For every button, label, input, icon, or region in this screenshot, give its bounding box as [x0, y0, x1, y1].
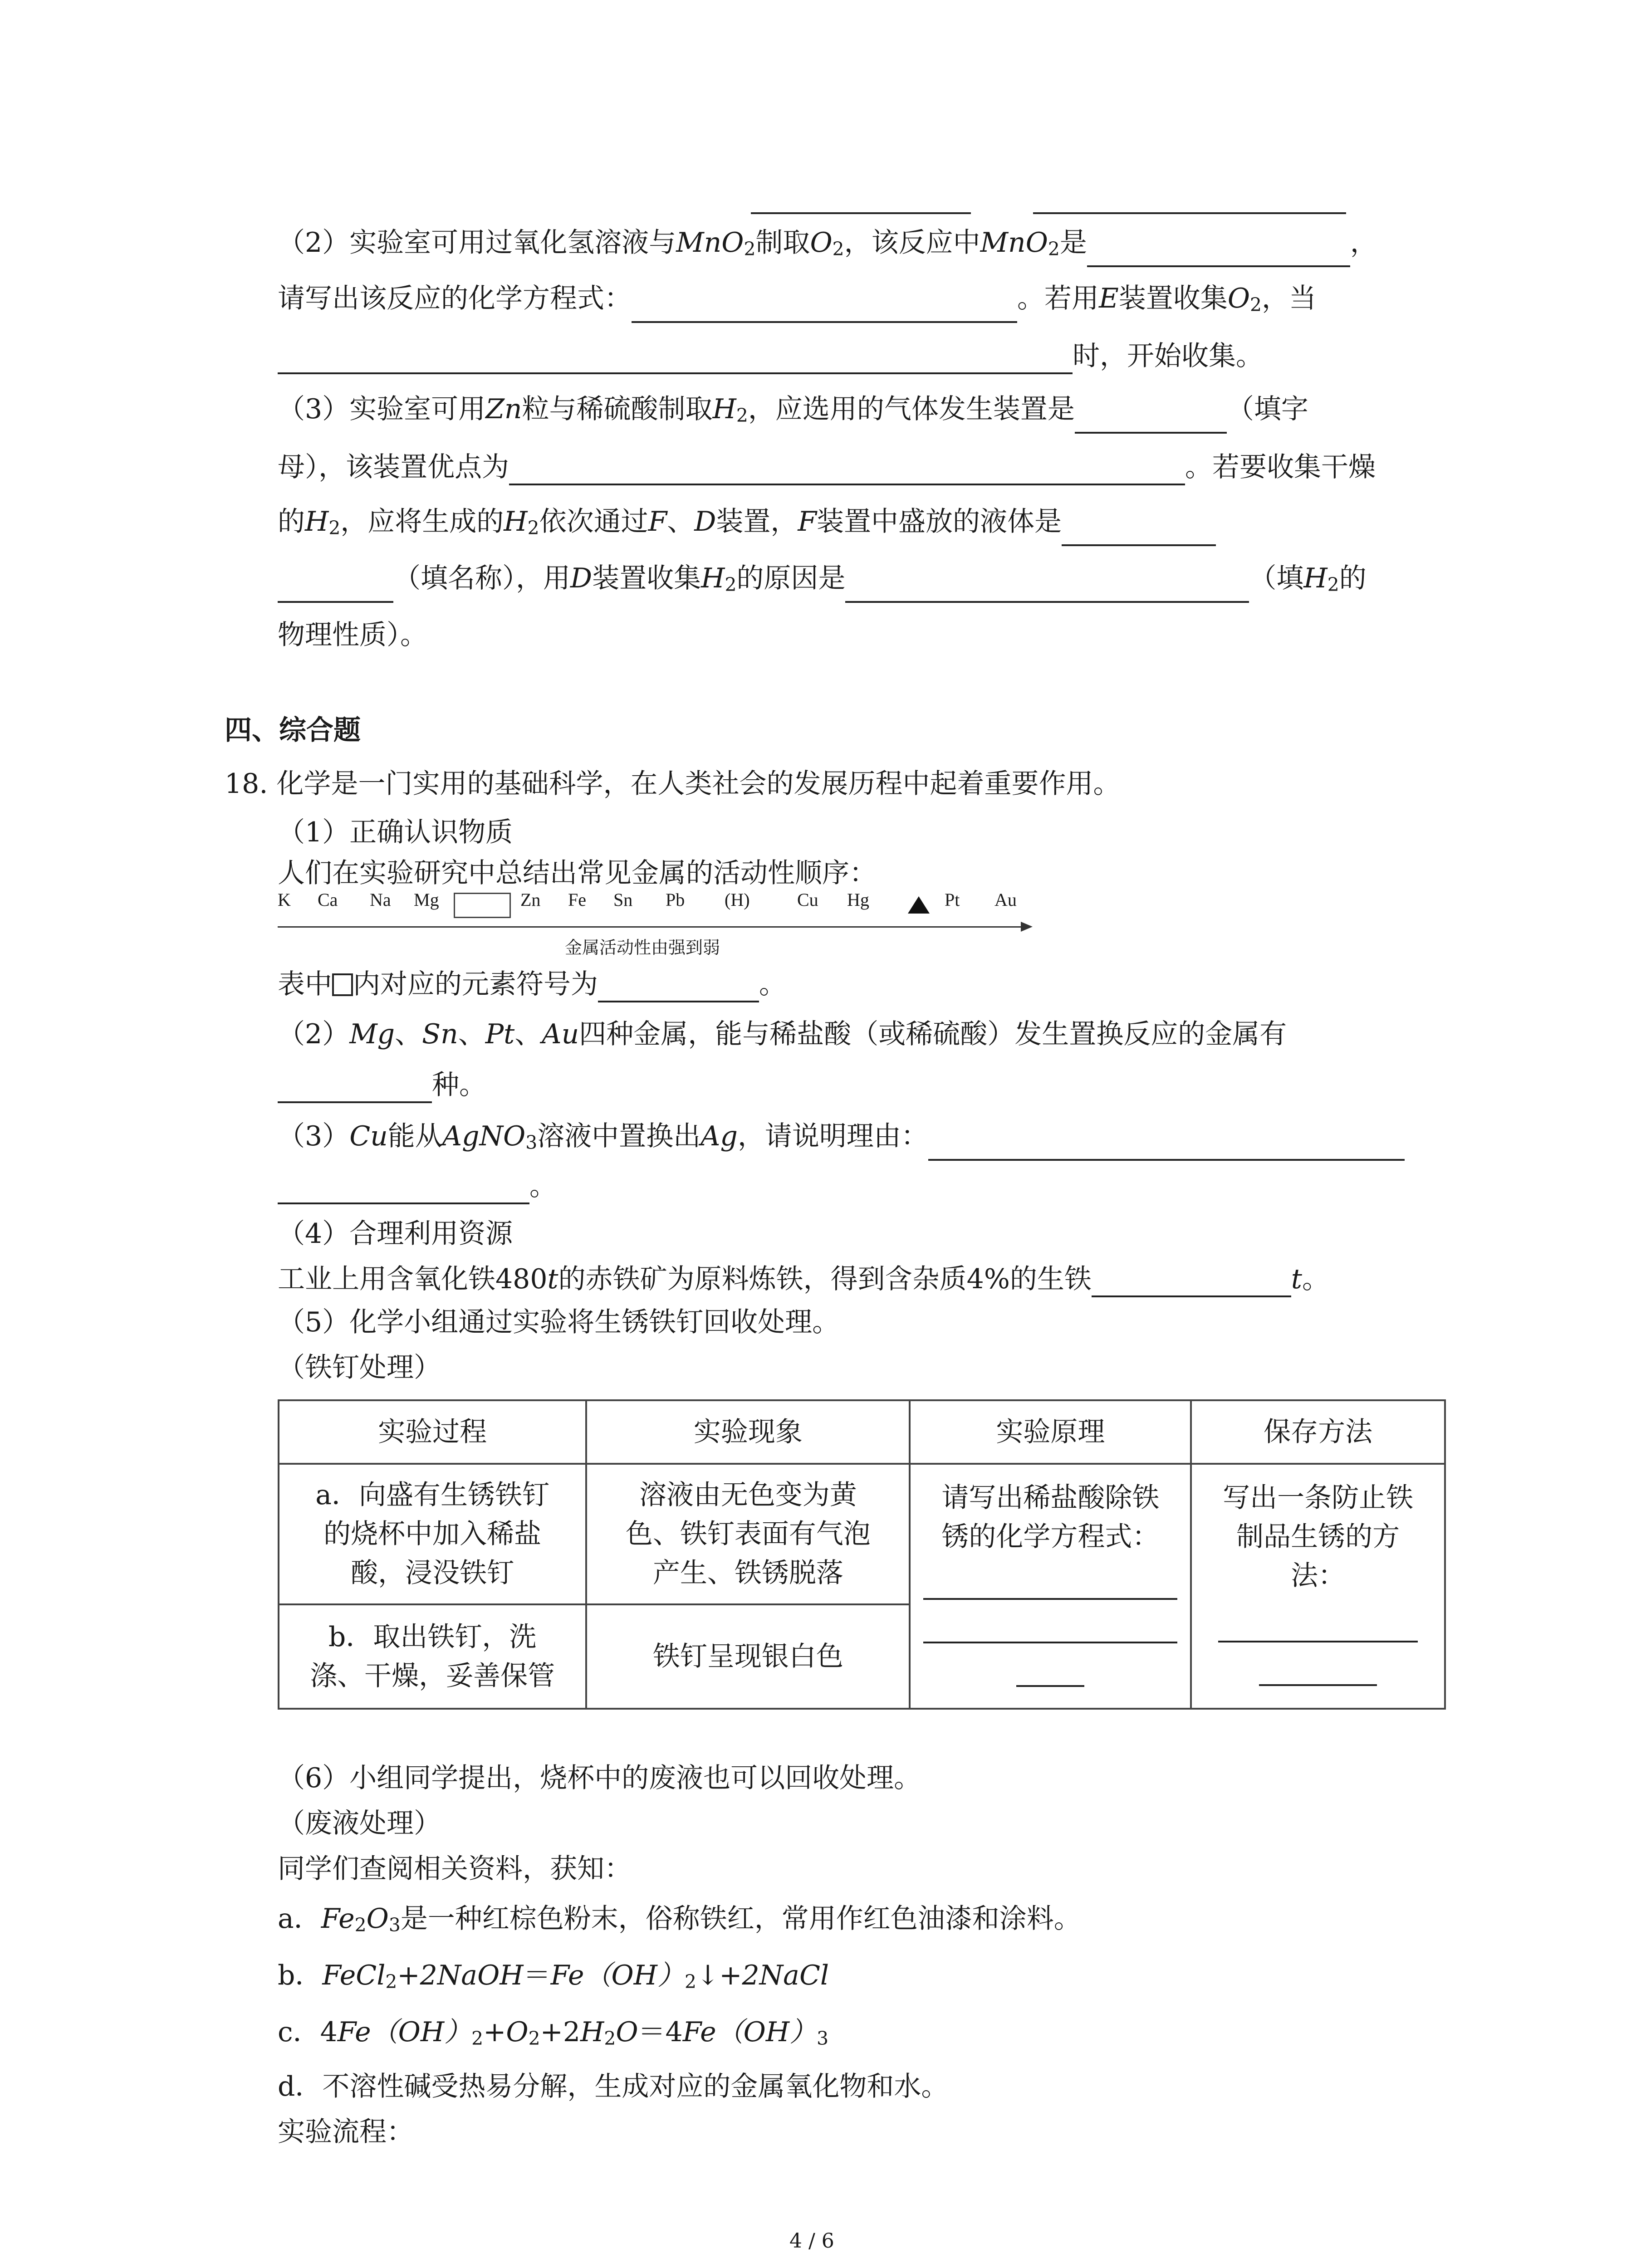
table-header-cell: 实验过程 — [279, 1400, 586, 1464]
series-item: Pb — [666, 890, 685, 910]
table-header-cell: 保存方法 — [1191, 1400, 1445, 1464]
info-a: a．$Fe_2O_3$是一种红棕色粉末，俗称铁红，常用作红色油漆和涂料。 — [278, 1903, 1081, 1936]
experiment-table — [278, 1399, 1446, 1710]
series-item: Na — [370, 890, 391, 910]
q17-part3-line5: 物理性质）。 — [278, 619, 427, 651]
series-caption: 金属活动性由强到弱 — [565, 938, 720, 958]
answer-blank[interactable] — [509, 454, 1185, 485]
answer-blank[interactable] — [1218, 1641, 1418, 1642]
series-item: Pt — [945, 890, 960, 910]
q17-part2-line3: 时，开始收集。 — [278, 338, 1263, 374]
q18-part2-line2: 种。 — [278, 1067, 486, 1103]
answer-blank[interactable] — [1259, 1684, 1377, 1686]
page-number: 4 / 6 — [789, 2229, 834, 2253]
q18-part3-line2: 。 — [278, 1168, 557, 1204]
answer-blank[interactable] — [923, 1642, 1177, 1643]
series-item: Cu — [797, 890, 818, 910]
table-cell: 溶液由无色变为黄 色、铁钉表面有气泡 产生、铁锈脱落 — [586, 1464, 910, 1604]
arrow-right-icon — [1021, 922, 1033, 932]
answer-blank[interactable] — [632, 291, 1017, 323]
table-cell: a．向盛有生锈铁钉 的烧杯中加入稀盐 酸，浸没铁钉 — [279, 1464, 586, 1604]
answer-blank[interactable] — [928, 1129, 1405, 1161]
series-item: Fe — [568, 890, 586, 910]
section-heading: 四、综合题 — [225, 714, 361, 746]
q18-part6-intro: 同学们查阅相关资料，获知： — [278, 1853, 632, 1885]
flow-label: 实验流程： — [278, 2116, 414, 2148]
q18-part3-line1: （3）Cu能从AgNO$_3$溶液中置换出Ag，请说明理由： — [278, 1118, 1405, 1161]
series-item: Sn — [613, 890, 633, 910]
q18-part6-title: （6）小组同学提出，烧杯中的废液也可以回收处理。 — [278, 1762, 921, 1794]
answer-blank[interactable] — [845, 571, 1249, 603]
answer-blank[interactable] — [598, 971, 759, 1002]
square-icon — [332, 973, 353, 996]
top-answer-line-2 — [1033, 212, 1346, 214]
answer-blank[interactable] — [1092, 1266, 1291, 1297]
series-arrow-line — [278, 926, 1022, 928]
info-d: d．不溶性碱受热易分解，生成对应的金属氧化物和水。 — [278, 2071, 949, 2102]
table-cell: b．取出铁钉，洗 涤、干燥，妥善保管 — [279, 1604, 586, 1709]
answer-blank[interactable] — [923, 1598, 1177, 1600]
q18-stem: 18. 化学是一门实用的基础科学，在人类社会的发展历程中起着重要作用。 — [225, 768, 1121, 800]
series-item: Zn — [520, 890, 541, 910]
q17-part2-line2: 请写出该反应的化学方程式： 。若用E装置收集$O_2$，当 — [278, 280, 1316, 323]
q18-part1-question: 表中 内对应的元素符号为 。 — [278, 966, 786, 1002]
q18-part2-line1: （2）Mg、Sn、Pt、Au四种金属，能与稀盐酸（或稀硫酸）发生置换反应的金属有 — [278, 1018, 1287, 1050]
answer-blank[interactable] — [278, 1173, 529, 1204]
top-answer-line-1 — [751, 212, 971, 214]
q18-part1-title: （1）正确认识物质 — [278, 816, 513, 848]
q18-part5-subtitle: （铁钉处理） — [278, 1352, 441, 1383]
info-b: b．$FeCl_2+2NaOH=Fe(OH)_2↓+2NaCl$ — [278, 1960, 829, 1993]
metal-activity-series — [0, 889, 1641, 921]
q17-part3-line1: （3）实验室可用Zn粒与稀硫酸制取$H_2$，应选用的气体发生装置是 （填字 — [278, 391, 1308, 434]
answer-blank[interactable] — [278, 342, 1073, 374]
series-item: (H) — [725, 890, 750, 910]
series-item: K — [278, 890, 291, 910]
answer-blank[interactable] — [1087, 235, 1350, 267]
q17-part3-line4: （填名称），用D装置收集$H_2$的原因是 （填$H_2$的 — [278, 560, 1367, 603]
table-cell-principle: 请写出稀盐酸除铁 锈的化学方程式： — [910, 1464, 1191, 1709]
series-blank-box — [454, 893, 511, 918]
series-item: Hg — [847, 890, 869, 910]
q18-part1-intro: 人们在实验研究中总结出常见金属的活动性顺序： — [278, 857, 877, 889]
answer-blank[interactable] — [278, 1071, 432, 1103]
table-cell-storage: 写出一条防止铁 制品生锈的方 法： — [1191, 1464, 1445, 1709]
q18-part4-title: （4）合理利用资源 — [278, 1218, 513, 1250]
series-item: Ca — [318, 890, 338, 910]
q17-part2-line1: （2）实验室可用过氧化氢溶液与MnO$_2$制取$O_2$，该反应中MnO$_2$是 ， — [278, 225, 1377, 267]
q18-part6-subtitle: （废液处理） — [278, 1808, 441, 1839]
answer-blank[interactable] — [278, 571, 393, 603]
series-item: Mg — [414, 890, 439, 910]
info-c: c．$4Fe(OH)_2+O_2+2H_2O=4Fe(OH)_3$ — [278, 2016, 829, 2050]
answer-blank[interactable] — [1062, 514, 1216, 546]
q17-part3-line2: 母），该装置优点为 。若要收集干燥 — [278, 449, 1376, 485]
q18-part4-question: 工业上用含氧化铁480t的赤铁矿为原料炼铁，得到含杂质4%的生铁 t。 — [278, 1261, 1329, 1297]
table-header-cell: 实验原理 — [910, 1400, 1191, 1464]
table-cell: 铁钉呈现银白色 — [586, 1604, 910, 1709]
triangle-marker-icon — [908, 896, 930, 914]
series-item: Au — [994, 890, 1017, 910]
q17-part3-line3: 的$H_2$，应将生成的$H_2$依次通过F、D装置，F装置中盛放的液体是 — [278, 503, 1216, 546]
q18-part5-title: （5）化学小组通过实验将生锈铁钉回收处理。 — [278, 1306, 840, 1338]
answer-blank[interactable] — [1016, 1685, 1084, 1687]
table-header-cell: 实验现象 — [586, 1400, 910, 1464]
answer-blank[interactable] — [1075, 402, 1227, 434]
